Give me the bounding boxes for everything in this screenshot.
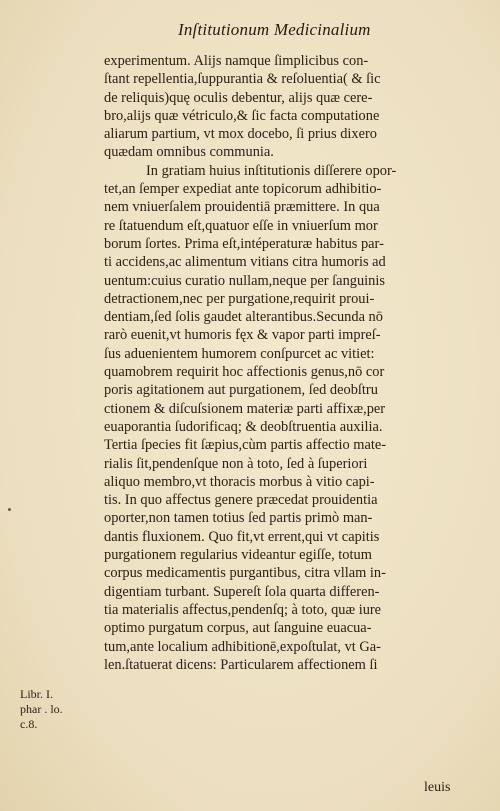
text-line: purgationem regularius videantur egiſſe, totum <box>104 547 372 564</box>
text-line: ſus aduenientem humorem conſpurcet ac vitiet: <box>104 345 375 362</box>
paragraph-1 <box>104 52 470 162</box>
text-line: ctionem & diſcuſsionem materiæ parti affixæ,per <box>104 400 386 417</box>
text-line: digentiam turbant. Supereſt ſola quarta differen- <box>104 583 380 600</box>
text-line: nem vniuerſalem prouidentiā præmittere. In qua <box>104 199 380 216</box>
text-line: euaporantia ſudorificaq; & deobſtruentia auxilia. <box>104 418 383 435</box>
text-line: len.ſtatuerat dicens: Particularem affectionem ſi <box>104 656 378 673</box>
margin-note-line: phar . lo. <box>20 702 63 716</box>
text-line: uentum:cuius curatio nullam,neque per ſanguinis <box>104 272 385 289</box>
paragraph-2 <box>104 162 470 674</box>
margin-note <box>20 687 90 732</box>
text-line: tum,ante localium adhibitionē,expoſtulat, vt Ga- <box>104 638 381 655</box>
margin-note-line: Libr. I. <box>20 687 53 701</box>
text-line: In gratiam huius inſtitutionis diſſerere opor- <box>146 162 397 179</box>
text-line: ſtant repellentia,ſuppurantia & reſoluentia( & ſic <box>104 71 381 88</box>
text-line: quædam omnibus communia. <box>104 144 274 161</box>
text-line: optimo purgatum corpus, aut ſanguine euacua- <box>104 620 372 637</box>
text-line: tet,an ſemper expediat ante topicorum adhibitio- <box>104 181 382 198</box>
text-line: rarò euenit,vt humoris fęx & vapor parti impreſ- <box>104 327 381 344</box>
text-line: dentiam,ſed ſolis gaudet alterantibus.Secunda nō <box>104 309 383 326</box>
text-line: tis. In quo affectus genere præcedat prouidentia <box>104 492 378 509</box>
text-line: tia materialis affectus,pendenſq; à toto, quæ iure <box>104 601 382 618</box>
text-line: Tertia ſpecies fit ſæpius,cùm partis affectio mate- <box>104 437 387 454</box>
text-line: corpus medicamentis purgantibus, citra vllam in- <box>104 565 386 582</box>
text-line: bro,alijs quæ vétriculo,& ſic facta computatione <box>104 107 380 124</box>
text-line: ti accidens,ac alimentum vitians citra humoris ad <box>104 254 386 271</box>
text-line: aliarum partium, vt mox docebo, ſi prius dixero <box>104 126 377 143</box>
catchword: leuis <box>424 780 451 795</box>
running-header: Inſtitutionum Medicinalium <box>178 20 371 39</box>
text-line: borum ſortes. Prima eſt,intéperaturæ habitus par- <box>104 235 384 252</box>
text-line: detractionem,nec per purgatione,requirit proui- <box>104 290 375 307</box>
text-line: de reliquis)quę oculis debentur, alijs quæ cere- <box>104 89 373 106</box>
text-line: re ſtatuendum eſt,quatuor eſſe in vniuerſum mor <box>104 217 378 234</box>
text-line: dantis fluxionem. Quo fit,vt errent,qui vt capitis <box>104 528 380 545</box>
text-line: aliquo membro,vt thoracis morbus à vitio capi- <box>104 473 375 490</box>
body-text <box>104 52 470 674</box>
margin-note-line: c.8. <box>20 717 38 731</box>
ink-speck <box>8 508 11 511</box>
text-line: rialis ſit,pendenſque non à toto, ſed à ſuperiori <box>104 455 368 472</box>
text-line: oporter,non tamen totius ſed partis primò man- <box>104 510 373 527</box>
text-line: experimentum. Alijs namque ſimplicibus con- <box>104 53 369 69</box>
text-line: quamobrem requirit hoc affectionis genus,nō cor <box>104 364 385 381</box>
text-line: poris agitationem aut purgationem, ſed deobſtru <box>104 382 378 399</box>
